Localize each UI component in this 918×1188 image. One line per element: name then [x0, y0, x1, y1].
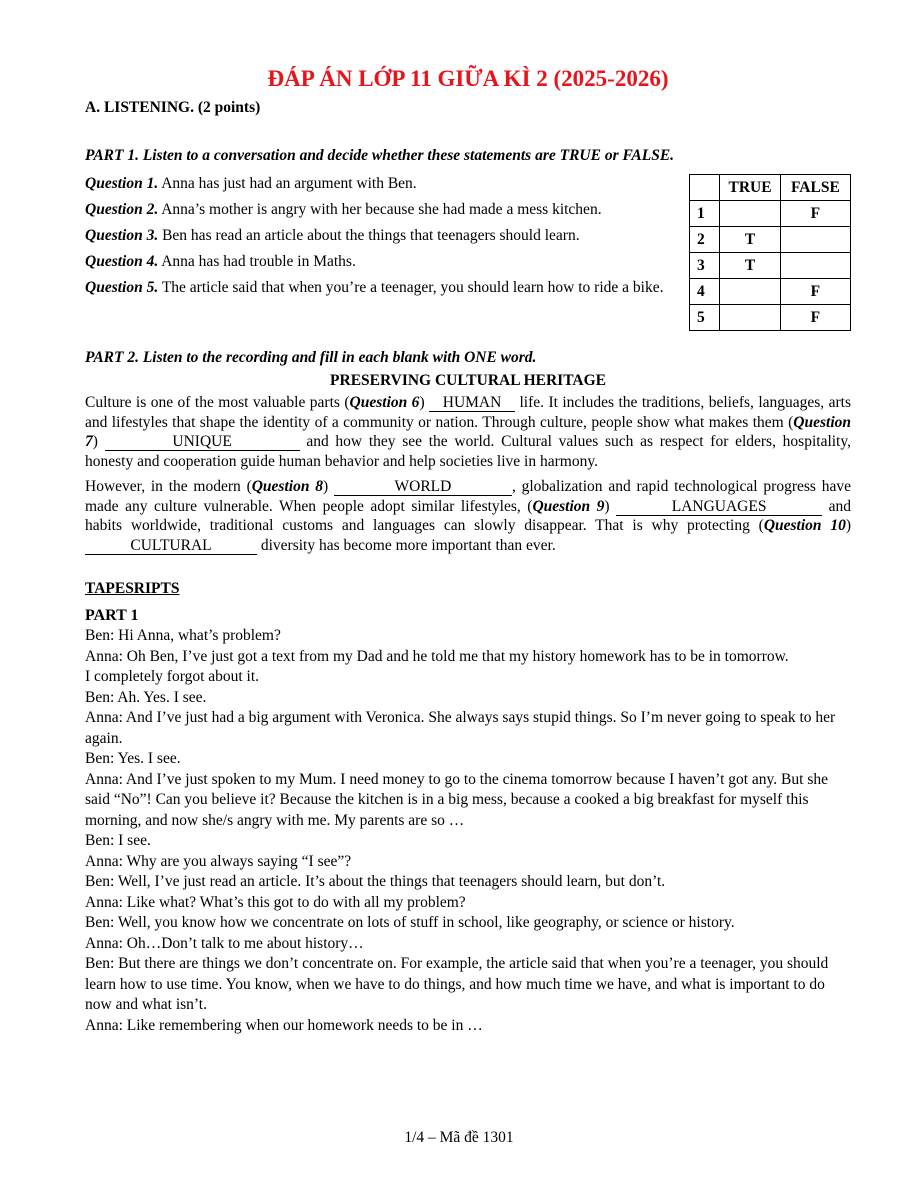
passage-text: )	[845, 517, 851, 534]
question-text: Anna’s mother is angry with her because she had made a mess kitchen.	[158, 201, 602, 218]
script-line: Ben: Well, I’ve just read an article. It’s about the things that teenagers should learn, but don’t.	[85, 873, 666, 890]
question-label: Question 1.	[85, 175, 159, 192]
question-label: Question 4.	[85, 253, 159, 270]
document-page	[85, 62, 851, 1036]
answer-table-header	[690, 175, 851, 201]
script-line: Ben: I see.	[85, 832, 151, 849]
table-row	[690, 227, 851, 253]
question-6-label: Question 6	[349, 394, 420, 411]
false-cell: F	[780, 201, 850, 227]
question-2	[85, 200, 665, 219]
table-row	[690, 253, 851, 279]
script-line: Anna: Oh…Don’t talk to me about history…	[85, 934, 364, 952]
passage-paragraph-1	[85, 393, 851, 471]
question-text: Anna has just had an argument with Ben.	[158, 175, 417, 192]
question-text: Ben has read an article about the things that teenagers should learn.	[158, 227, 580, 244]
passage-text: and habits worldwide, traditional customs and languages can slowly disappear. That is why protecting (	[85, 497, 852, 534]
answer-6-blank: HUMAN	[429, 395, 515, 412]
header-false: FALSE	[780, 175, 850, 201]
true-cell	[720, 305, 780, 331]
passage-text: and how they see the world. Cultural values such as respect for elders, hospitality, honesty and cooperation guide human behavior and help societies live in harmony.	[85, 433, 851, 470]
question-10-label: Question 10	[763, 517, 846, 534]
passage-text: Culture is one of the most valuable parts (	[85, 394, 350, 411]
row-number: 3	[690, 253, 720, 279]
script-line: Ben: Ah. Yes. I see.	[85, 688, 207, 706]
table-row	[690, 305, 851, 331]
script-line: Ben: Yes. I see.	[85, 750, 181, 767]
part1-questions	[85, 174, 665, 304]
true-cell: T	[720, 227, 780, 253]
table-corner-cell	[690, 175, 720, 201]
passage-text: )	[92, 433, 105, 450]
passage-text: life. It includes the traditions, beliefs, languages, arts and lifestyles that shape the identity of a community or nation. Through culture, people show what makes them (	[85, 394, 852, 431]
script-line: Anna: Oh Ben, I’ve just got a text from my Dad and he told me that my history homework has to be in tomorrow.	[85, 647, 789, 665]
passage-heading: PRESERVING CULTURAL HERITAGE	[330, 372, 606, 389]
passage-text: However, in the modern (	[85, 478, 252, 495]
passage-text: diversity has become more important than ever.	[257, 536, 556, 554]
question-9-label: Question 9	[532, 497, 605, 515]
passage-text: )	[604, 497, 617, 515]
table-row	[690, 201, 851, 227]
false-cell: F	[780, 305, 850, 331]
passage-text: , globalization and rapid technological progress have made any culture vulnerable. When people adopt similar lifestyles, (	[85, 478, 851, 515]
script-line: Ben: Well, you know how we concentrate on lots of stuff in school, like geography, or science or history.	[85, 914, 735, 931]
true-cell: T	[720, 253, 780, 279]
row-number: 1	[690, 201, 720, 227]
row-number: 5	[690, 305, 720, 331]
question-label: Question 3.	[85, 227, 159, 244]
part2-title: PART 2. Listen to the recording and fill in each blank with ONE word.	[85, 349, 537, 366]
false-cell	[780, 253, 850, 279]
table-row	[690, 279, 851, 305]
row-number: 2	[690, 227, 720, 253]
question-3	[85, 226, 665, 245]
answer-10-blank: CULTURAL	[85, 538, 257, 555]
passage-text: )	[322, 478, 334, 495]
false-cell: F	[780, 279, 850, 305]
question-text: Anna has had trouble in Maths.	[158, 253, 356, 270]
script-line: Anna: Like remembering when our homework needs to be in …	[85, 1016, 483, 1034]
answer-table	[689, 174, 851, 331]
script-line: Anna: Why are you always saying “I see”?	[85, 852, 352, 870]
script-line: Anna: And I’ve just spoken to my Mum. I need money to go to the cinema tomorrow because I haven’t got any. But she said “No”! Can you believe it? Because the kitchen is in a big mess, because a cooked a big breakfast for myself this morning, and now she/s angry with me. My parents are so …	[85, 770, 828, 829]
passage-text: )	[419, 394, 430, 411]
true-cell	[720, 279, 780, 305]
tapescript-lines	[85, 626, 851, 1036]
script-line: Ben: But there are things we don’t concentrate on. For example, the article said that when you’re a teenager, you should learn how to use time. You know, when we have to do things, and how much time we have, and what is important to do now and what isn’t.	[85, 955, 829, 1013]
question-8-label: Question 8	[251, 478, 323, 495]
passage-paragraph-2	[85, 477, 851, 555]
question-label: Question 2.	[85, 201, 159, 218]
question-7-label: Question 7	[85, 413, 851, 450]
script-line: Anna: Like what? What’s this got to do with all my problem?	[85, 893, 466, 911]
answer-9-blank: LANGUAGES	[616, 499, 822, 516]
part1-title: PART 1. Listen to a conversation and decide whether these statements are TRUE or FALSE.	[85, 147, 675, 164]
header-true: TRUE	[720, 175, 780, 201]
part1-block	[85, 174, 851, 346]
page-footer: 1/4 – Mã đề 1301	[404, 1129, 514, 1146]
question-5	[85, 278, 665, 297]
true-cell	[720, 201, 780, 227]
script-line: Ben: Hi Anna, what’s problem?	[85, 627, 281, 644]
script-line: I completely forgot about it.	[85, 668, 260, 685]
question-1	[85, 174, 665, 193]
section-a-heading: A. LISTENING. (2 points)	[85, 99, 261, 116]
tapescripts-heading: TAPESRIPTS	[85, 580, 180, 597]
tapescript-part-heading: PART 1	[85, 607, 139, 624]
question-4	[85, 252, 665, 271]
answer-8-blank: WORLD	[334, 479, 512, 496]
question-text: The article said that when you’re a teenager, you should learn how to ride a bike.	[158, 279, 664, 296]
false-cell	[780, 227, 850, 253]
row-number: 4	[690, 279, 720, 305]
document-title: ĐÁP ÁN LỚP 11 GIỮA KÌ 2 (2025-2026)	[267, 66, 669, 91]
script-line: Anna: And I’ve just had a big argument with Veronica. She always says stupid things. So I’m never going to speak to her again.	[85, 709, 836, 747]
answer-7-blank: UNIQUE	[105, 434, 300, 451]
question-label: Question 5.	[85, 279, 159, 296]
